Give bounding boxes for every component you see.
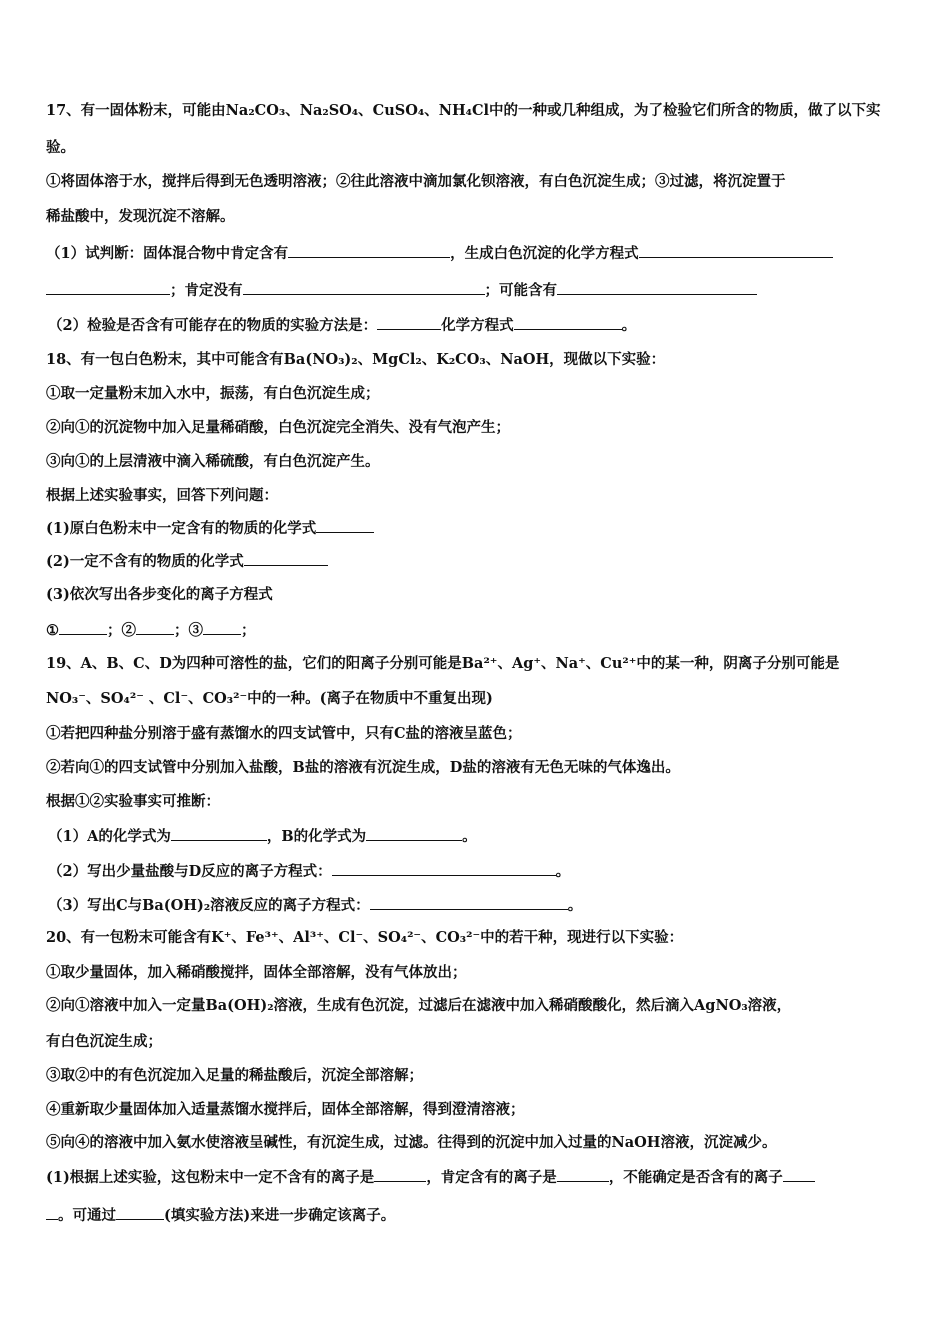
- q17-1-text-b: ，生成白色沉淀的化学方程式: [450, 245, 639, 262]
- answer-blank[interactable]: [374, 1167, 426, 1182]
- q18-line-8: (3)依次写出各步变化的离子方程式: [46, 586, 273, 603]
- answer-blank[interactable]: [557, 280, 757, 295]
- q19-line-4: ②若向①的四支试管中分别加入盐酸，B盐的溶液有沉淀生成，D盐的溶液有无色无味的气体逸出。: [46, 759, 680, 776]
- q19-line-5: 根据①②实验事实可推断：: [46, 793, 220, 810]
- q18-3-end: ；: [241, 622, 256, 639]
- answer-blank[interactable]: [366, 826, 462, 841]
- answer-blank[interactable]: [332, 861, 556, 876]
- q18-3-label-1: ①: [46, 622, 59, 639]
- q20-line-9: [46, 1205, 908, 1226]
- q20-line-5: ③取②中的有色沉淀加入足量的稀盐酸后，沉淀全部溶解；: [46, 1067, 423, 1084]
- answer-blank[interactable]: [171, 826, 267, 841]
- q20-1-text-e: (填实验方法)来进一步确定该离子。: [164, 1207, 396, 1224]
- answer-blank[interactable]: [59, 620, 107, 635]
- q18-2-text: (2)一定不含有的物质的化学式: [46, 553, 244, 570]
- answer-blank[interactable]: [116, 1205, 164, 1220]
- q18-line-3: ②向①的沉淀物中加入足量稀硝酸，白色沉淀完全消失、没有气泡产生；: [46, 419, 510, 436]
- q18-line-4: ③向①的上层清液中滴入稀硫酸，有白色沉淀产生。: [46, 453, 380, 470]
- answer-blank[interactable]: [203, 620, 241, 635]
- answer-blank[interactable]: [377, 315, 441, 330]
- q19-2-end: 。: [555, 863, 571, 880]
- answer-blank[interactable]: [783, 1167, 815, 1182]
- q17-1-text-c: ；肯定没有: [170, 282, 243, 299]
- q20-1-text-c: ，不能确定是否含有的离子: [608, 1169, 783, 1186]
- q17-line-5: [46, 243, 908, 264]
- q17-1-text-a: （1）试判断：固体混合物中肯定含有: [46, 245, 289, 262]
- q20-line-8: [46, 1167, 908, 1188]
- q18-3-label-3: ；③: [174, 622, 203, 639]
- q19-1-text-b: ，B的化学式为: [266, 828, 367, 845]
- q17-line-6: [46, 280, 908, 301]
- q20-line-7: ⑤向④的溶液中加入氨水使溶液呈碱性，有沉淀生成，过滤。往得到的沉淀中加入过量的NaOH溶液，沉淀减少。: [46, 1134, 777, 1151]
- q19-line-3: ①若把四种盐分别溶于盛有蒸馏水的四支试管中，只有C盐的溶液呈蓝色；: [46, 725, 522, 742]
- q17-line-2: 验。: [46, 139, 75, 156]
- q19-line-7: [48, 861, 910, 882]
- q20-line-1: 20、有一包粉末可能含有K⁺、Fe³⁺、Al³⁺、Cl⁻、SO₄²⁻、CO₃²⁻中的若干种，现进行以下实验：: [46, 929, 684, 946]
- q17-line-3: ①将固体溶于水，搅拌后得到无色透明溶液；②往此溶液中滴加氯化钡溶液，有白色沉淀生成；③过滤，将沉淀置于: [46, 173, 786, 190]
- answer-blank[interactable]: [639, 243, 833, 258]
- q18-line-7: [46, 551, 908, 572]
- q17-2-text-b: 化学方程式: [441, 317, 514, 334]
- q17-2-text-c: 。: [621, 317, 637, 334]
- answer-blank[interactable]: [316, 518, 374, 533]
- answer-blank[interactable]: [244, 551, 328, 566]
- q20-1-text-d: 。可通过: [58, 1207, 116, 1224]
- q17-line-4: 稀盐酸中，发现沉淀不溶解。: [46, 208, 235, 225]
- q17-1-text-d: ；可能含有: [484, 282, 557, 299]
- q20-1-text-a: (1)根据上述实验，这包粉末中一定不含有的离子是: [46, 1169, 375, 1186]
- q18-3-label-2: ；②: [107, 622, 136, 639]
- answer-blank[interactable]: [370, 895, 568, 910]
- answer-blank[interactable]: [136, 620, 174, 635]
- q18-line-5: 根据上述实验事实，回答下列问题：: [46, 487, 278, 504]
- answer-blank[interactable]: [557, 1167, 609, 1182]
- q20-1-text-b: ，肯定含有的离子是: [426, 1169, 557, 1186]
- q20-line-3: ②向①溶液中加入一定量Ba(OH)₂溶液，生成有色沉淀，过滤后在滤液中加入稀硝酸酸化，然后滴入AgNO₃溶液，: [46, 997, 792, 1014]
- q20-line-4: 有白色沉淀生成；: [46, 1033, 162, 1050]
- q18-line-2: ①取一定量粉末加入水中，振荡，有白色沉淀生成；: [46, 385, 380, 402]
- answer-blank[interactable]: [514, 315, 622, 330]
- q17-line-7: [48, 315, 910, 336]
- q19-line-8: [48, 895, 910, 916]
- q19-2-text: （2）写出少量盐酸与D反应的离子方程式：: [48, 863, 332, 880]
- answer-blank[interactable]: [243, 280, 485, 295]
- q19-1-end: 。: [462, 828, 477, 845]
- q19-3-text: （3）写出C与Ba(OH)₂溶液反应的离子方程式：: [48, 897, 370, 914]
- q19-line-2: NO₃⁻、SO₄²⁻ 、Cl⁻、CO₃²⁻中的一种。(离子在物质中不重复出现): [46, 690, 493, 707]
- q18-line-9: [46, 620, 908, 641]
- q19-1-text-a: （1）A的化学式为: [48, 828, 171, 845]
- q18-line-1: 18、有一包白色粉末，其中可能含有Ba(NO₃)₂、MgCl₂、K₂CO₃、NaOH，现做以下实验：: [46, 351, 666, 368]
- q19-line-6: [48, 826, 910, 847]
- q20-line-6: ④重新取少量固体加入适量蒸馏水搅拌后，固体全部溶解，得到澄清溶液；: [46, 1101, 525, 1118]
- q18-1-text: (1)原白色粉末中一定含有的物质的化学式: [46, 520, 317, 537]
- answer-blank[interactable]: [46, 1205, 58, 1220]
- q20-line-2: ①取少量固体，加入稀硝酸搅拌，固体全部溶解，没有气体放出；: [46, 964, 467, 981]
- q19-3-end: 。: [567, 897, 583, 914]
- q17-line-1: 17、有一固体粉末，可能由Na₂CO₃、Na₂SO₄、CuSO₄、NH₄Cl中的一种或几种组成，为了检验它们所含的物质，做了以下实: [46, 102, 881, 119]
- answer-blank[interactable]: [288, 243, 450, 258]
- q18-line-6: [46, 518, 908, 539]
- answer-blank[interactable]: [46, 280, 170, 295]
- q19-line-1: 19、A、B、C、D为四种可溶性的盐，它们的阳离子分别可能是Ba²⁺、Ag⁺、Na⁺、Cu²⁺中的某一种，阴离子分别可能是: [46, 655, 840, 672]
- q17-2-text-a: （2）检验是否含有可能存在的物质的实验方法是：: [48, 317, 378, 334]
